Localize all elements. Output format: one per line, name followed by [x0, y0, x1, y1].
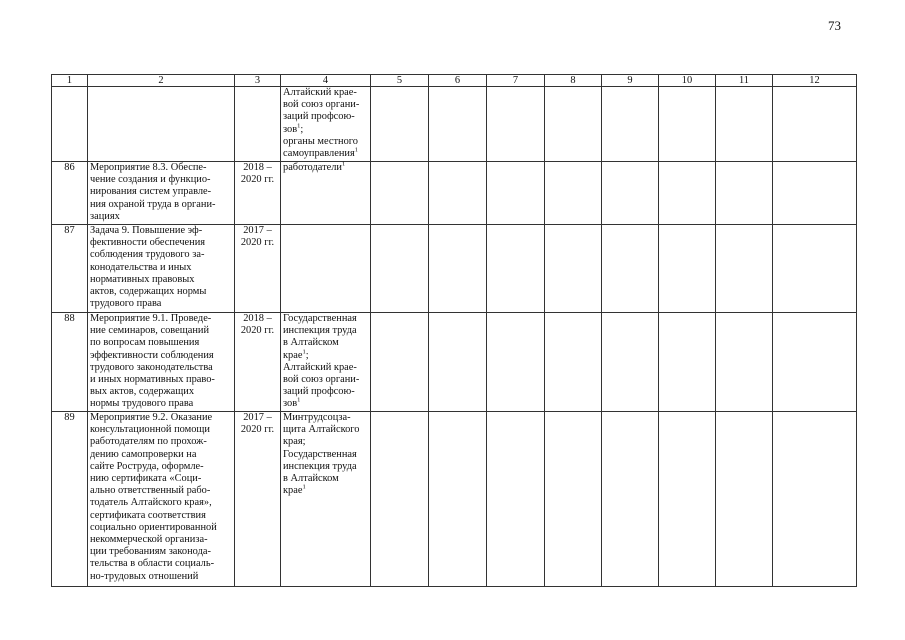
cell-text-line: некоммерческой организа- — [90, 534, 208, 546]
cell-text-line: 2018 – — [243, 313, 272, 324]
footnote-mark: 1 — [354, 146, 359, 154]
cell-text-line: Мероприятие 8.3. Обеспе- — [90, 162, 207, 173]
cell-text-line: по вопросам повышения — [90, 337, 200, 349]
cell-text-line: 2017 – — [243, 225, 272, 236]
cell-text-line: 2020 гг. — [240, 424, 275, 436]
cell-text-line: Мероприятие 9.1. Проведе- — [90, 313, 212, 324]
cell-text-line: консультационной помощи — [90, 424, 210, 436]
cell-text-line: ции требованиям законода- — [90, 546, 211, 558]
executor-cell — [281, 313, 371, 412]
continuation-row — [52, 87, 857, 162]
cell-text-line: Алтайский крае- — [283, 87, 357, 98]
cell-text-line: ально ответственный рабо- — [90, 485, 211, 497]
cell-text-line: эффективности соблюдения — [90, 349, 214, 361]
cell-text-line: зациях — [90, 210, 120, 222]
page-number: 73 — [828, 18, 841, 33]
cell-text-line: нормы трудового права — [90, 398, 194, 410]
cell-text-line: 2017 – — [243, 412, 272, 423]
measure-cell — [88, 225, 235, 313]
cell-text-line: трудового права — [90, 298, 162, 310]
column-header: 6 — [429, 75, 487, 87]
column-number-row — [52, 75, 857, 87]
cell-text-line: Государственная — [283, 448, 357, 460]
cell-text-line: сайте Роструда, оформле- — [90, 460, 204, 472]
footnote-mark: 1 — [302, 348, 306, 356]
measure-cell — [88, 87, 235, 162]
cell-text-line: заций профсою- — [283, 386, 355, 398]
measure-cell — [88, 313, 235, 412]
column-header: 10 — [659, 75, 716, 87]
cell-text-line: сертификата соответствия — [90, 509, 206, 521]
table-row — [52, 225, 857, 313]
cell-text-line: Государственная — [283, 313, 357, 324]
cell-text-line: ние семинаров, совещаний — [90, 325, 210, 337]
table-row — [52, 313, 857, 412]
cell-text-line: дению самопроверки на — [90, 448, 197, 460]
executor-cell — [281, 87, 371, 162]
period-cell — [235, 162, 281, 225]
cell-text-line: трудового законодательства — [90, 361, 213, 373]
cell-text-line: тельства в области социаль- — [90, 558, 215, 570]
cell-text-line: заций профсою- — [283, 111, 355, 123]
cell-text-line: 2020 гг. — [240, 325, 275, 337]
cell-text-line: вой союз органи- — [283, 99, 360, 111]
plan-table — [51, 74, 857, 587]
footnote-mark: 1 — [302, 483, 306, 491]
executor-cell — [281, 412, 371, 587]
cell-text-line: Мероприятие 9.2. Оказание — [90, 412, 213, 423]
column-header: 5 — [371, 75, 429, 87]
cell-text-line: вых актов, содержащих — [90, 386, 195, 398]
cell-text-line: инспекция труда — [283, 325, 357, 337]
cell-text-line: 2020 гг. — [240, 174, 275, 186]
period-cell — [235, 412, 281, 587]
cell-text-line: ния охраной труда в органи- — [90, 198, 216, 210]
cell-text-line: в Алтайском — [283, 337, 339, 349]
measure-cell — [88, 162, 235, 225]
cell-text-line: нию сертификата «Соци- — [90, 473, 202, 485]
period-cell — [235, 87, 281, 162]
column-header: 4 — [281, 75, 371, 87]
footnote-mark: 1 — [341, 160, 346, 168]
footnote-mark: 1 — [297, 396, 301, 404]
cell-text-line: работодателям по прохож- — [90, 436, 207, 448]
cell-text-line: конодательства и иных — [90, 261, 192, 273]
cell-text-line: тодатель Алтайского края», — [90, 497, 212, 509]
period-cell — [235, 225, 281, 313]
cell-text-line: фективности обеспечения — [90, 237, 206, 249]
footnote-mark: 1 — [297, 122, 301, 130]
cell-text-line: в Алтайском — [283, 473, 339, 485]
cell-text-line: нирования систем управле- — [90, 186, 212, 198]
row-number-cell: 86 — [52, 162, 88, 225]
column-header: 9 — [602, 75, 659, 87]
column-header: 1 — [52, 75, 88, 87]
row-number-cell: 87 — [52, 225, 88, 313]
period-cell — [235, 313, 281, 412]
cell-text-line: зов$^1$; — [283, 122, 304, 135]
cell-text-line: работодатели$^1$ — [283, 160, 346, 173]
column-header: 12 — [773, 75, 857, 87]
cell-text-line: нормативных правовых — [90, 273, 195, 285]
cell-text-line: и иных нормативных право- — [90, 374, 215, 386]
row-number-cell: 88 — [52, 313, 88, 412]
executor-cell — [281, 162, 371, 225]
row-number-cell — [52, 87, 88, 162]
cell-text-line: Алтайский крае- — [283, 361, 357, 373]
cell-text-line: крае$^1$ — [283, 483, 306, 497]
cell-text-line: вой союз органи- — [283, 374, 360, 386]
executor-cell — [281, 225, 371, 313]
cell-text-line: инспекция труда — [283, 460, 357, 472]
cell-text-line: актов, содержащих нормы — [90, 286, 207, 298]
column-header: 8 — [545, 75, 602, 87]
cell-text-line: щита Алтайского — [283, 424, 360, 436]
row-number-cell: 89 — [52, 412, 88, 587]
table-row — [52, 162, 857, 225]
measure-cell — [88, 412, 235, 587]
cell-text-line: крае$^1$; — [283, 348, 309, 361]
cell-text-line: края; — [283, 436, 306, 448]
cell-text-line: органы местного — [283, 135, 358, 147]
cell-text-line: 2020 гг. — [240, 237, 275, 249]
cell-text-line: 2018 – — [243, 162, 272, 173]
cell-text-line: Минтрудсоцза- — [283, 412, 351, 423]
cell-text-line: социально ориентированной — [90, 521, 217, 533]
cell-text-line: но-трудовых отношений — [90, 570, 199, 582]
column-header: 3 — [235, 75, 281, 87]
column-header: 2 — [88, 75, 235, 87]
cell-text-line: соблюдения трудового за- — [90, 249, 205, 261]
cell-text-line: Задача 9. Повышение эф- — [90, 225, 203, 236]
column-header: 7 — [487, 75, 545, 87]
cell-text-line: зов$^1$ — [283, 396, 301, 410]
column-header: 11 — [716, 75, 773, 87]
table-row — [52, 412, 857, 587]
cell-text-line: чение создания и функцио- — [90, 174, 211, 186]
cell-text-line: самоуправления$^1$ — [283, 146, 359, 160]
